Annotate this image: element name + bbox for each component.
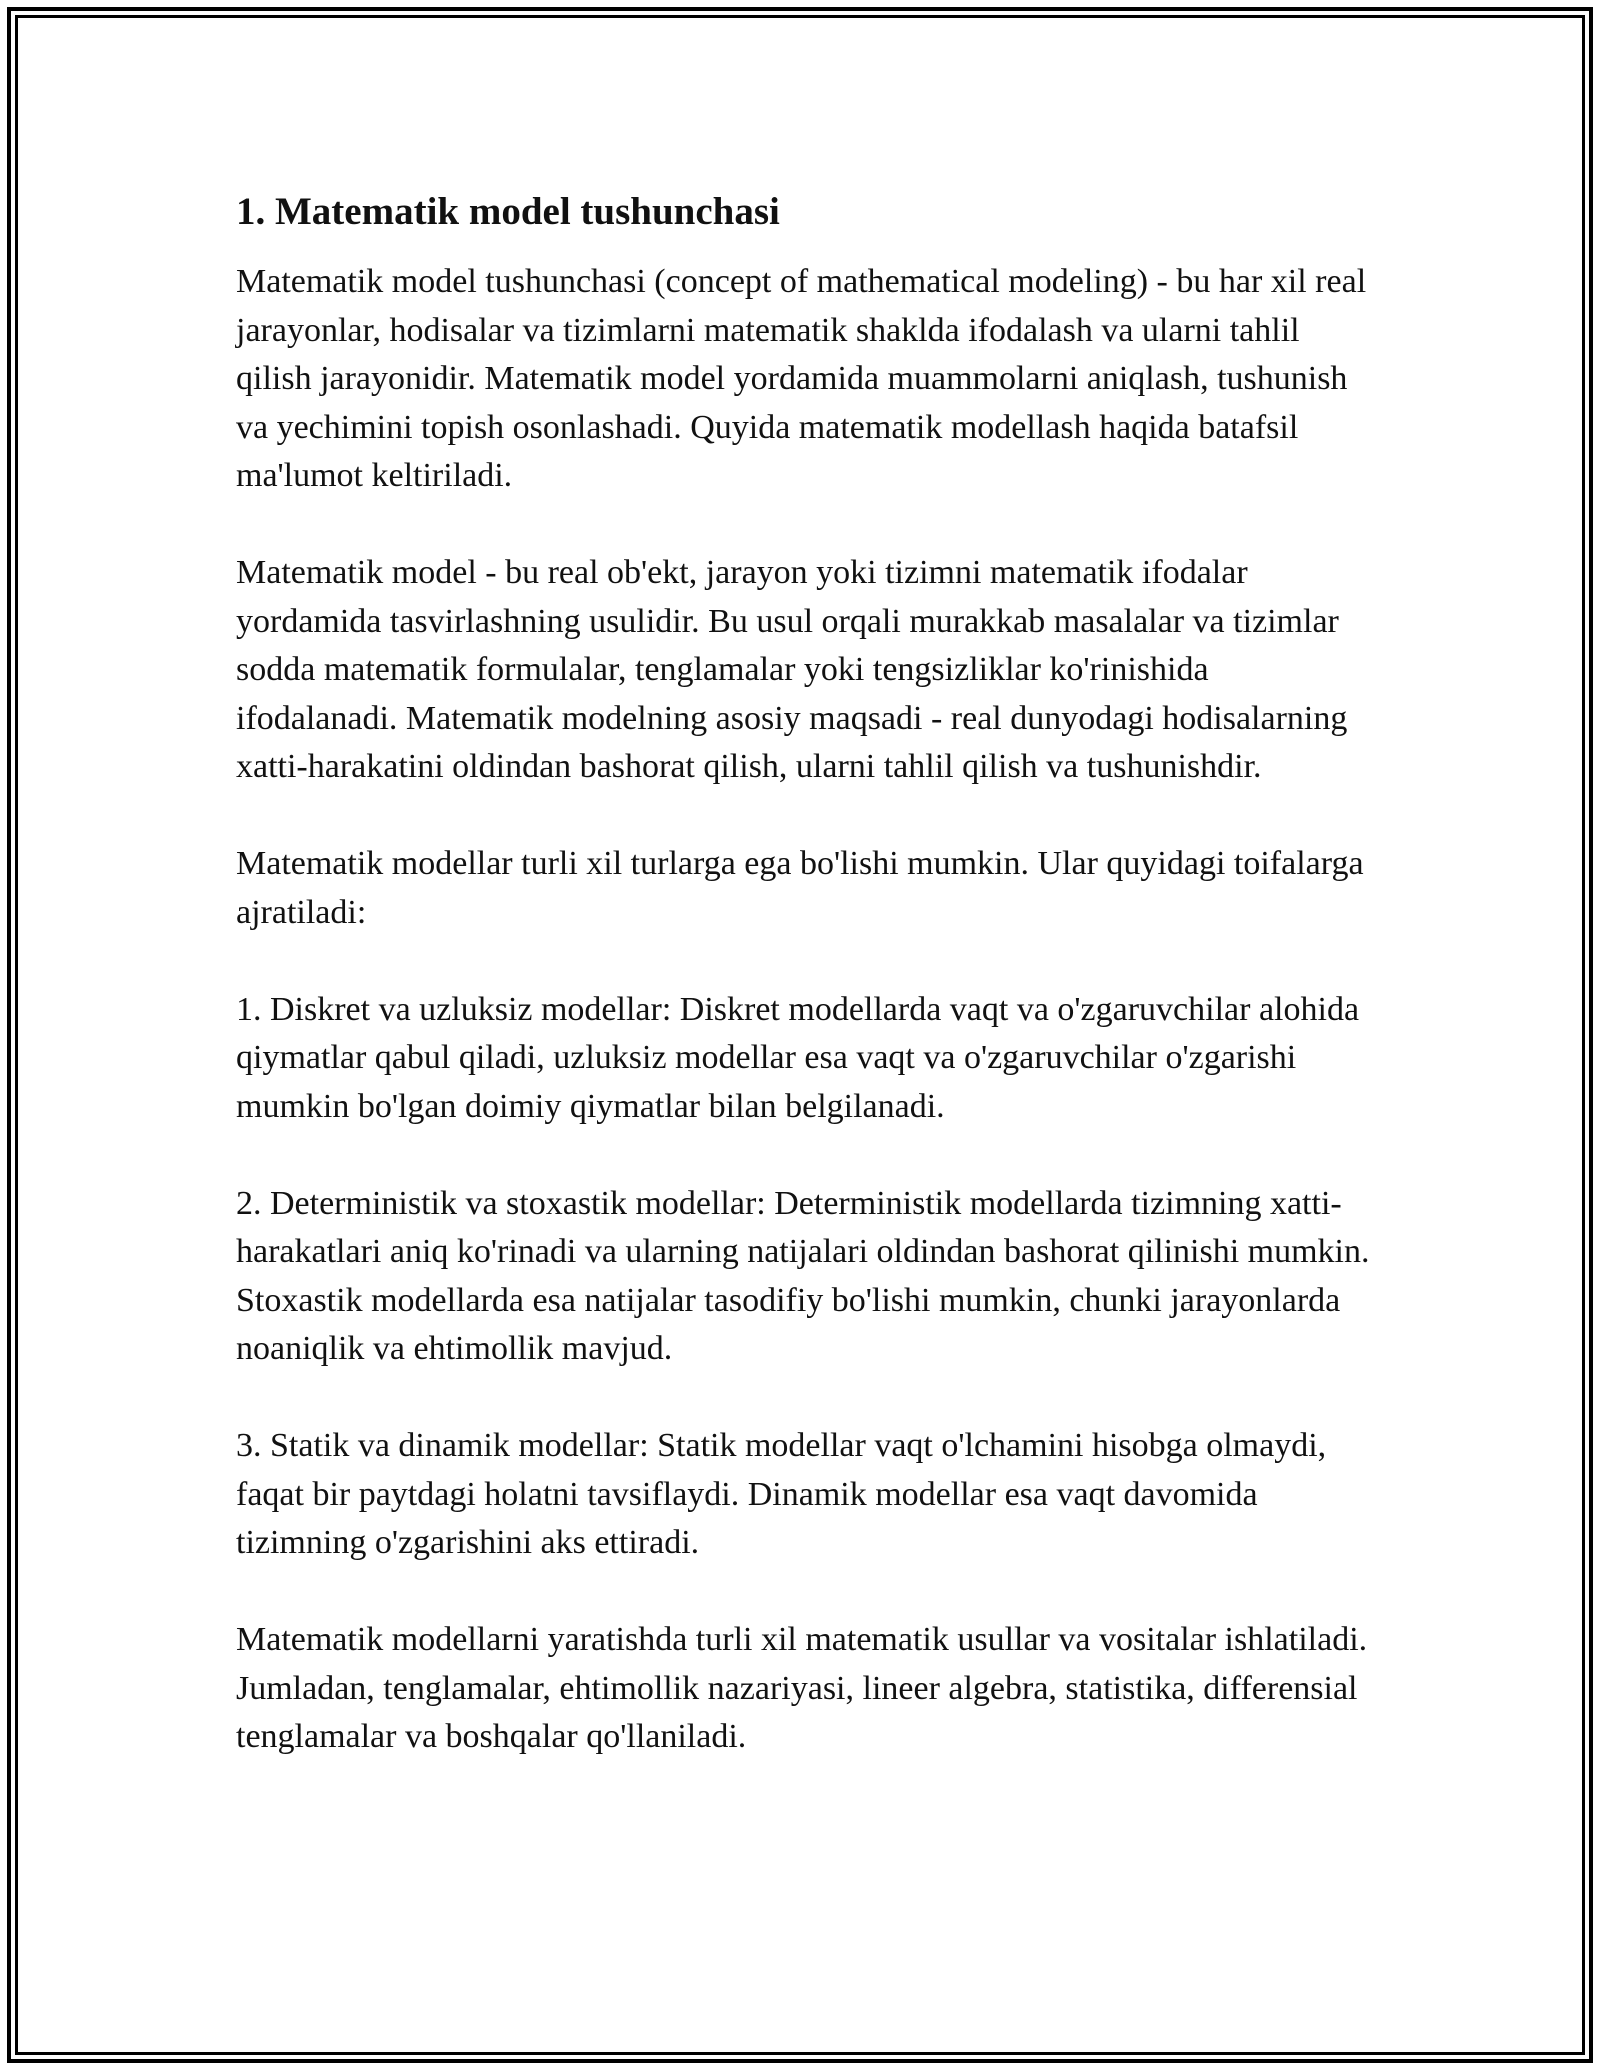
section-title: 1. Matematik model tushunchasi (236, 190, 780, 233)
paragraph-type-static: 3. Statik va dinamik modellar: Statik modellar vaqt o'lchamini hisobga olmaydi, faqat bir paytdagi holatni tavsiflaydi. Dinamik modellar esa vaqt davomida tizimning o'zgarishini aks ettiradi. (236, 1427, 1327, 1561)
paragraph-intro: Matematik model tushunchasi (concept of mathematical modeling) - bu har xil real jarayonlar, hodisalar va tizimlarni matematik shaklda ifodalash va ularni tahlil qilish jarayonidir. Matematik model yordamida muammolarni aniqlash, tushunish va yechimini topish osonlashadi. Quyida matematik modellash haqida batafsil ma'lumot keltiriladi. (236, 263, 1367, 494)
paragraph-type-deterministic: 2. Deterministik va stoxastik modellar: Deterministik modellarda tizimning xatti-harakatlari aniq ko'rinadi va ularning natijalari oldindan bashorat qilinishi mumkin. Stoxastik modellarda esa natijalar tasodifiy bo'lishi mumkin, chunki jarayonlarda noaniqlik va ehtimollik mavjud. (236, 1184, 1370, 1367)
paragraph-type-discrete: 1. Diskret va uzluksiz modellar: Diskret modellarda vaqt va o'zgaruvchilar alohida qiymatlar qabul qiladi, uzluksiz modellar esa vaqt va o'zgaruvchilar o'zgarishi mumkin bo'lgan doimiy qiymatlar bilan belgilanadi. (236, 990, 1360, 1125)
paragraph-definition: Matematik model - bu real ob'ekt, jarayon yoki tizimni matematik ifodalar yordamida tasvirlashning usulidir. Bu usul orqali murakkab masalalar va tizimlar sodda matematik formulalar, tenglamalar yoki tengsizliklar ko'rinishida ifodalanadi. Matematik modelning asosiy maqsadi - real dunyodagi hodisalarning xatti-harakatini oldindan bashorat qilish, ularni tahlil qilish va tushunishdir. (236, 554, 1348, 785)
document-body (236, 186, 1376, 1810)
paragraph-methods: Matematik modellarni yaratishda turli xil matematik usullar va vositalar ishlatiladi. Jumladan, tenglamalar, ehtimollik nazariyasi, lineer algebra, statistika, differensial tenglamalar va boshqalar qo'llaniladi. (236, 1621, 1368, 1755)
paragraph-types-intro: Matematik modellar turli xil turlarga ega bo'lishi mumkin. Ular quyidagi toifalarga ajratiladi: (236, 845, 1364, 931)
